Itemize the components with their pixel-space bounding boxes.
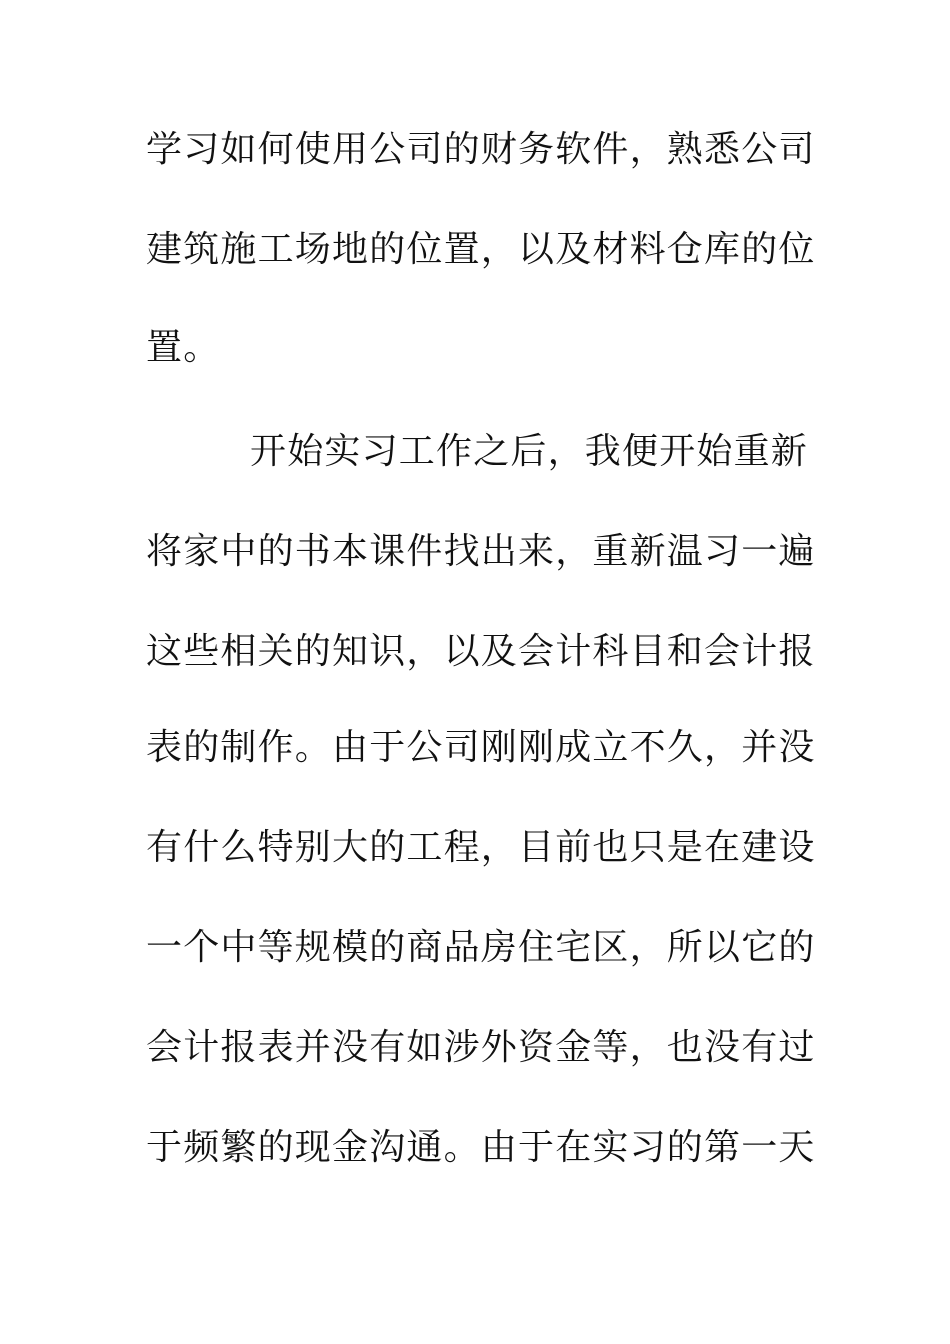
text-line: 有什么特别大的工程，目前也只是在建设 xyxy=(146,827,816,868)
text-line: 这些相关的知识，以及会计科目和会计报 xyxy=(146,631,816,672)
text-line: 置。 xyxy=(146,327,221,368)
text-line: 会计报表并没有如涉外资金等，也没有过 xyxy=(146,1027,816,1068)
text-line-indented: 开始实习工作之后，我便开始重新 xyxy=(250,431,809,472)
text-line: 于频繁的现金沟通。由于在实习的第一天 xyxy=(146,1127,816,1168)
text-line: 学习如何使用公司的财务软件，熟悉公司 xyxy=(146,129,816,170)
text-line: 建筑施工场地的位置，以及材料仓库的位 xyxy=(146,229,816,270)
text-line: 将家中的书本课件找出来，重新温习一遍 xyxy=(146,531,816,572)
text-line: 表的制作。由于公司刚刚成立不久，并没 xyxy=(146,727,816,768)
text-line: 一个中等规模的商品房住宅区，所以它的 xyxy=(146,927,816,968)
